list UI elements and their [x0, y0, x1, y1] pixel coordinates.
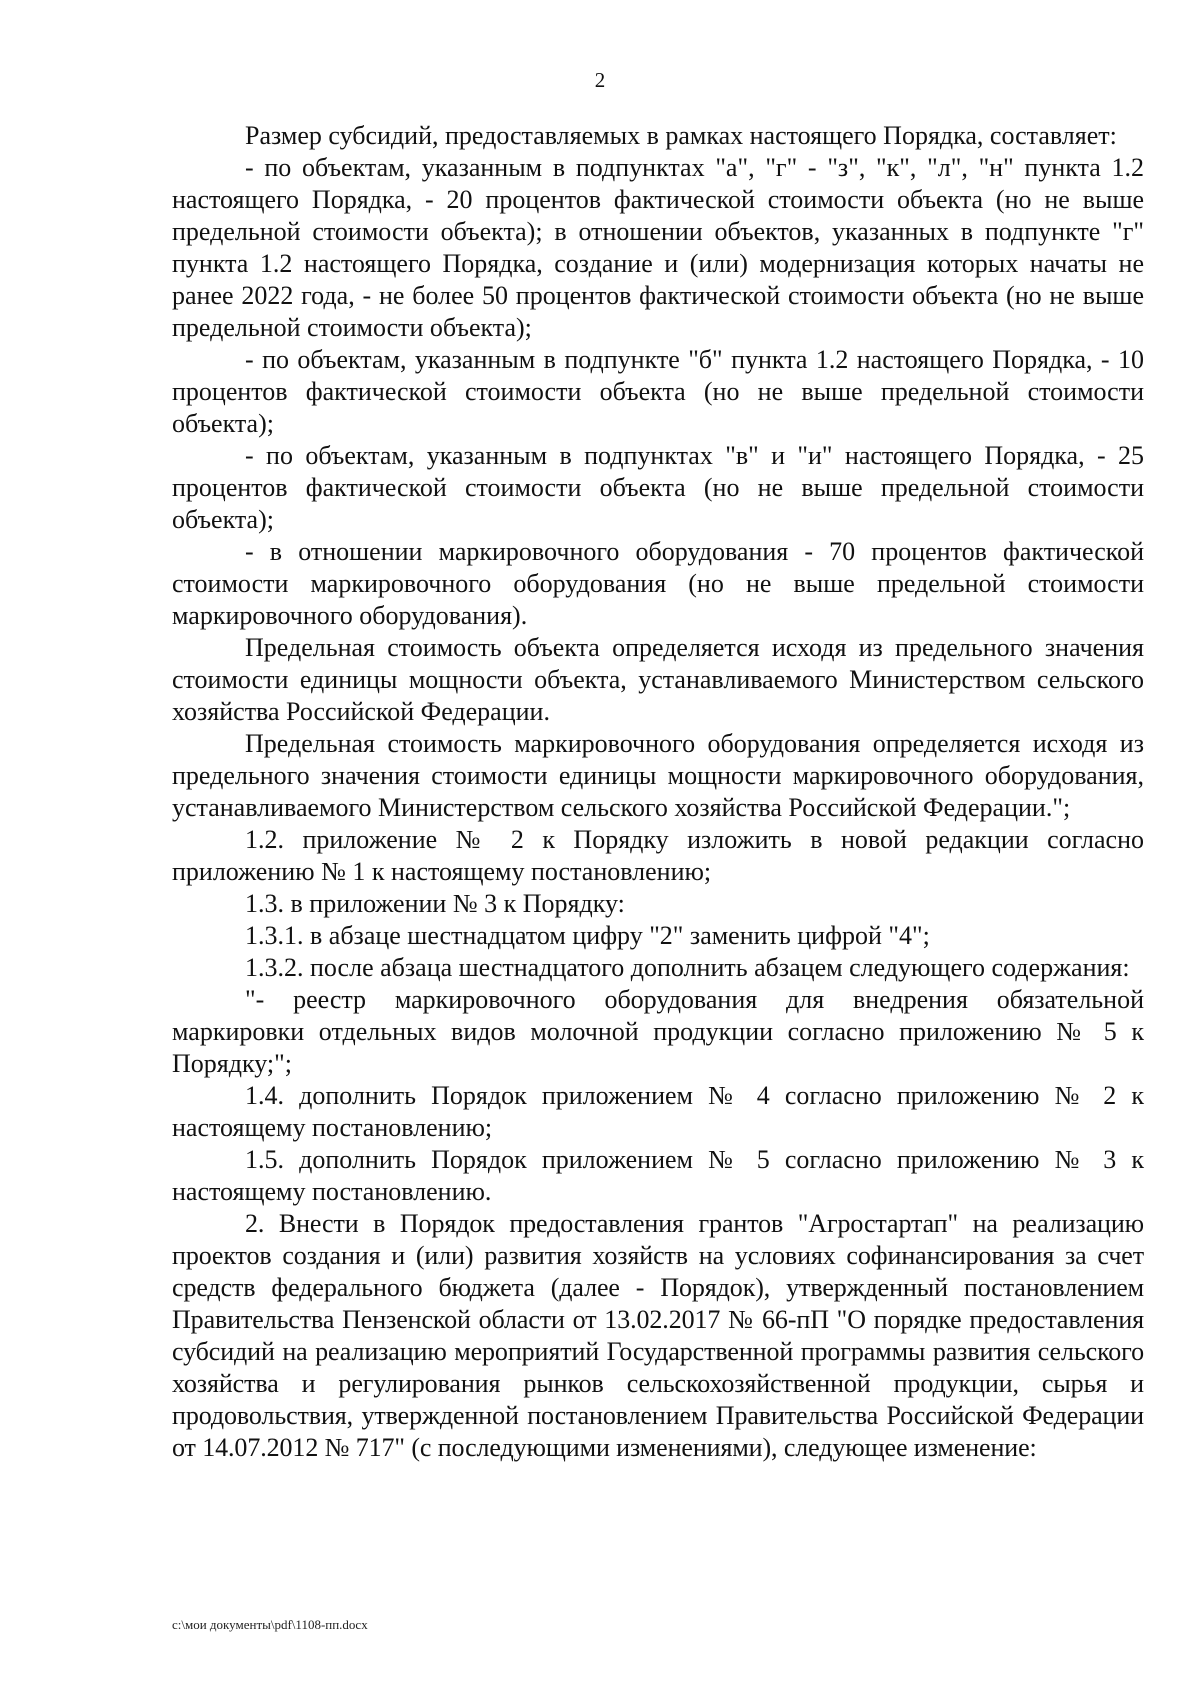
paragraph-item-1-5: 1.5. дополнить Порядок приложением № 5 согласно приложению № 3 к настоящему постановлению. — [172, 1145, 1144, 1206]
paragraph-registry-quote: "- реестр маркировочного оборудования для внедрения обязательной маркировки отдельных видов молочной продукции согласно приложению № 5 к Порядку;"; — [172, 985, 1144, 1078]
paragraph-equipment-limit-cost: Предельная стоимость маркировочного оборудования определяется исходя из предельного значения стоимости единицы мощности маркировочного оборудования, устанавливаемого Министерством сельского хозяйства Российской Федерации."; — [172, 729, 1144, 822]
paragraph-object-limit-cost: Предельная стоимость объекта определяется исходя из предельного значения стоимости единицы мощности объекта, устанавливаемого Министерством сельского хозяйства Российской Федерации. — [172, 633, 1144, 726]
paragraph-marking-equipment: - в отношении маркировочного оборудования - 70 процентов фактической стоимости маркировочного оборудования (но не выше предельной стоимости маркировочного оборудования). — [172, 537, 1144, 630]
page-number: 2 — [594, 68, 606, 92]
paragraph-item-1-4: 1.4. дополнить Порядок приложением № 4 согласно приложению № 2 к настоящему постановлению; — [172, 1081, 1144, 1142]
paragraph-item-2: 2. Внести в Порядок предоставления грантов "Агростартап" на реализацию проектов создания и (или) развития хозяйств на условиях софинансирования за счет средств федерального бюджета (далее - Порядок), утвержденный постановлением Правительства Пензенской области от 13.02.2017 № 66-пП "О порядке предоставления субсидий на реализацию мероприятий Государственной программы развития сельского хозяйства и регулирования рынков сельскохозяйственной продукции, сырья и продовольствия, утвержденной постановлением Правительства Российской Федерации от 14.07.2012 № 717" (с последующими изменениями), следующее изменение: — [172, 1209, 1144, 1462]
paragraph-objects-v-i: - по объектам, указанным в подпунктах "в" и "и" настоящего Порядка, - 25 процентов фактической стоимости объекта (но не выше предельной стоимости объекта); — [172, 441, 1144, 534]
paragraph-item-1-3: 1.3. в приложении № 3 к Порядку: — [245, 889, 625, 918]
paragraph-subsidy-size: Размер субсидий, предоставляемых в рамках настоящего Порядка, составляет: — [245, 121, 1117, 150]
paragraph-item-1-3-2: 1.3.2. после абзаца шестнадцатого дополнить абзацем следующего содержания: — [245, 953, 1130, 982]
paragraph-objects-b: - по объектам, указанным в подпункте "б" пункта 1.2 настоящего Порядка, - 10 процентов фактической стоимости объекта (но не выше предельной стоимости объекта); — [172, 345, 1144, 438]
document-body — [172, 120, 1144, 1464]
paragraph-item-1-2: 1.2. приложение № 2 к Порядку изложить в новой редакции согласно приложению № 1 к настоящему постановлению; — [172, 825, 1144, 886]
paragraph-objects-a-g-z: - по объектам, указанным в подпунктах "а", "г" - "з", "к", "л", "н" пункта 1.2 настоящего Порядка, - 20 процентов фактической стоимости объекта (но не выше предельной стоимости объекта); в отношении объектов, указанных в подпункте "г" пункта 1.2 настоящего Порядка, создание и (или) модернизация которых начаты не ранее 2022 года, - не более 50 процентов фактической стоимости объекта (но не выше предельной стоимости объекта); — [172, 153, 1144, 342]
paragraph-item-1-3-1: 1.3.1. в абзаце шестнадцатом цифру "2" заменить цифрой "4"; — [245, 921, 930, 950]
footer-file-path: c:\мои документы\pdf\1108-пп.docx — [172, 1617, 368, 1632]
